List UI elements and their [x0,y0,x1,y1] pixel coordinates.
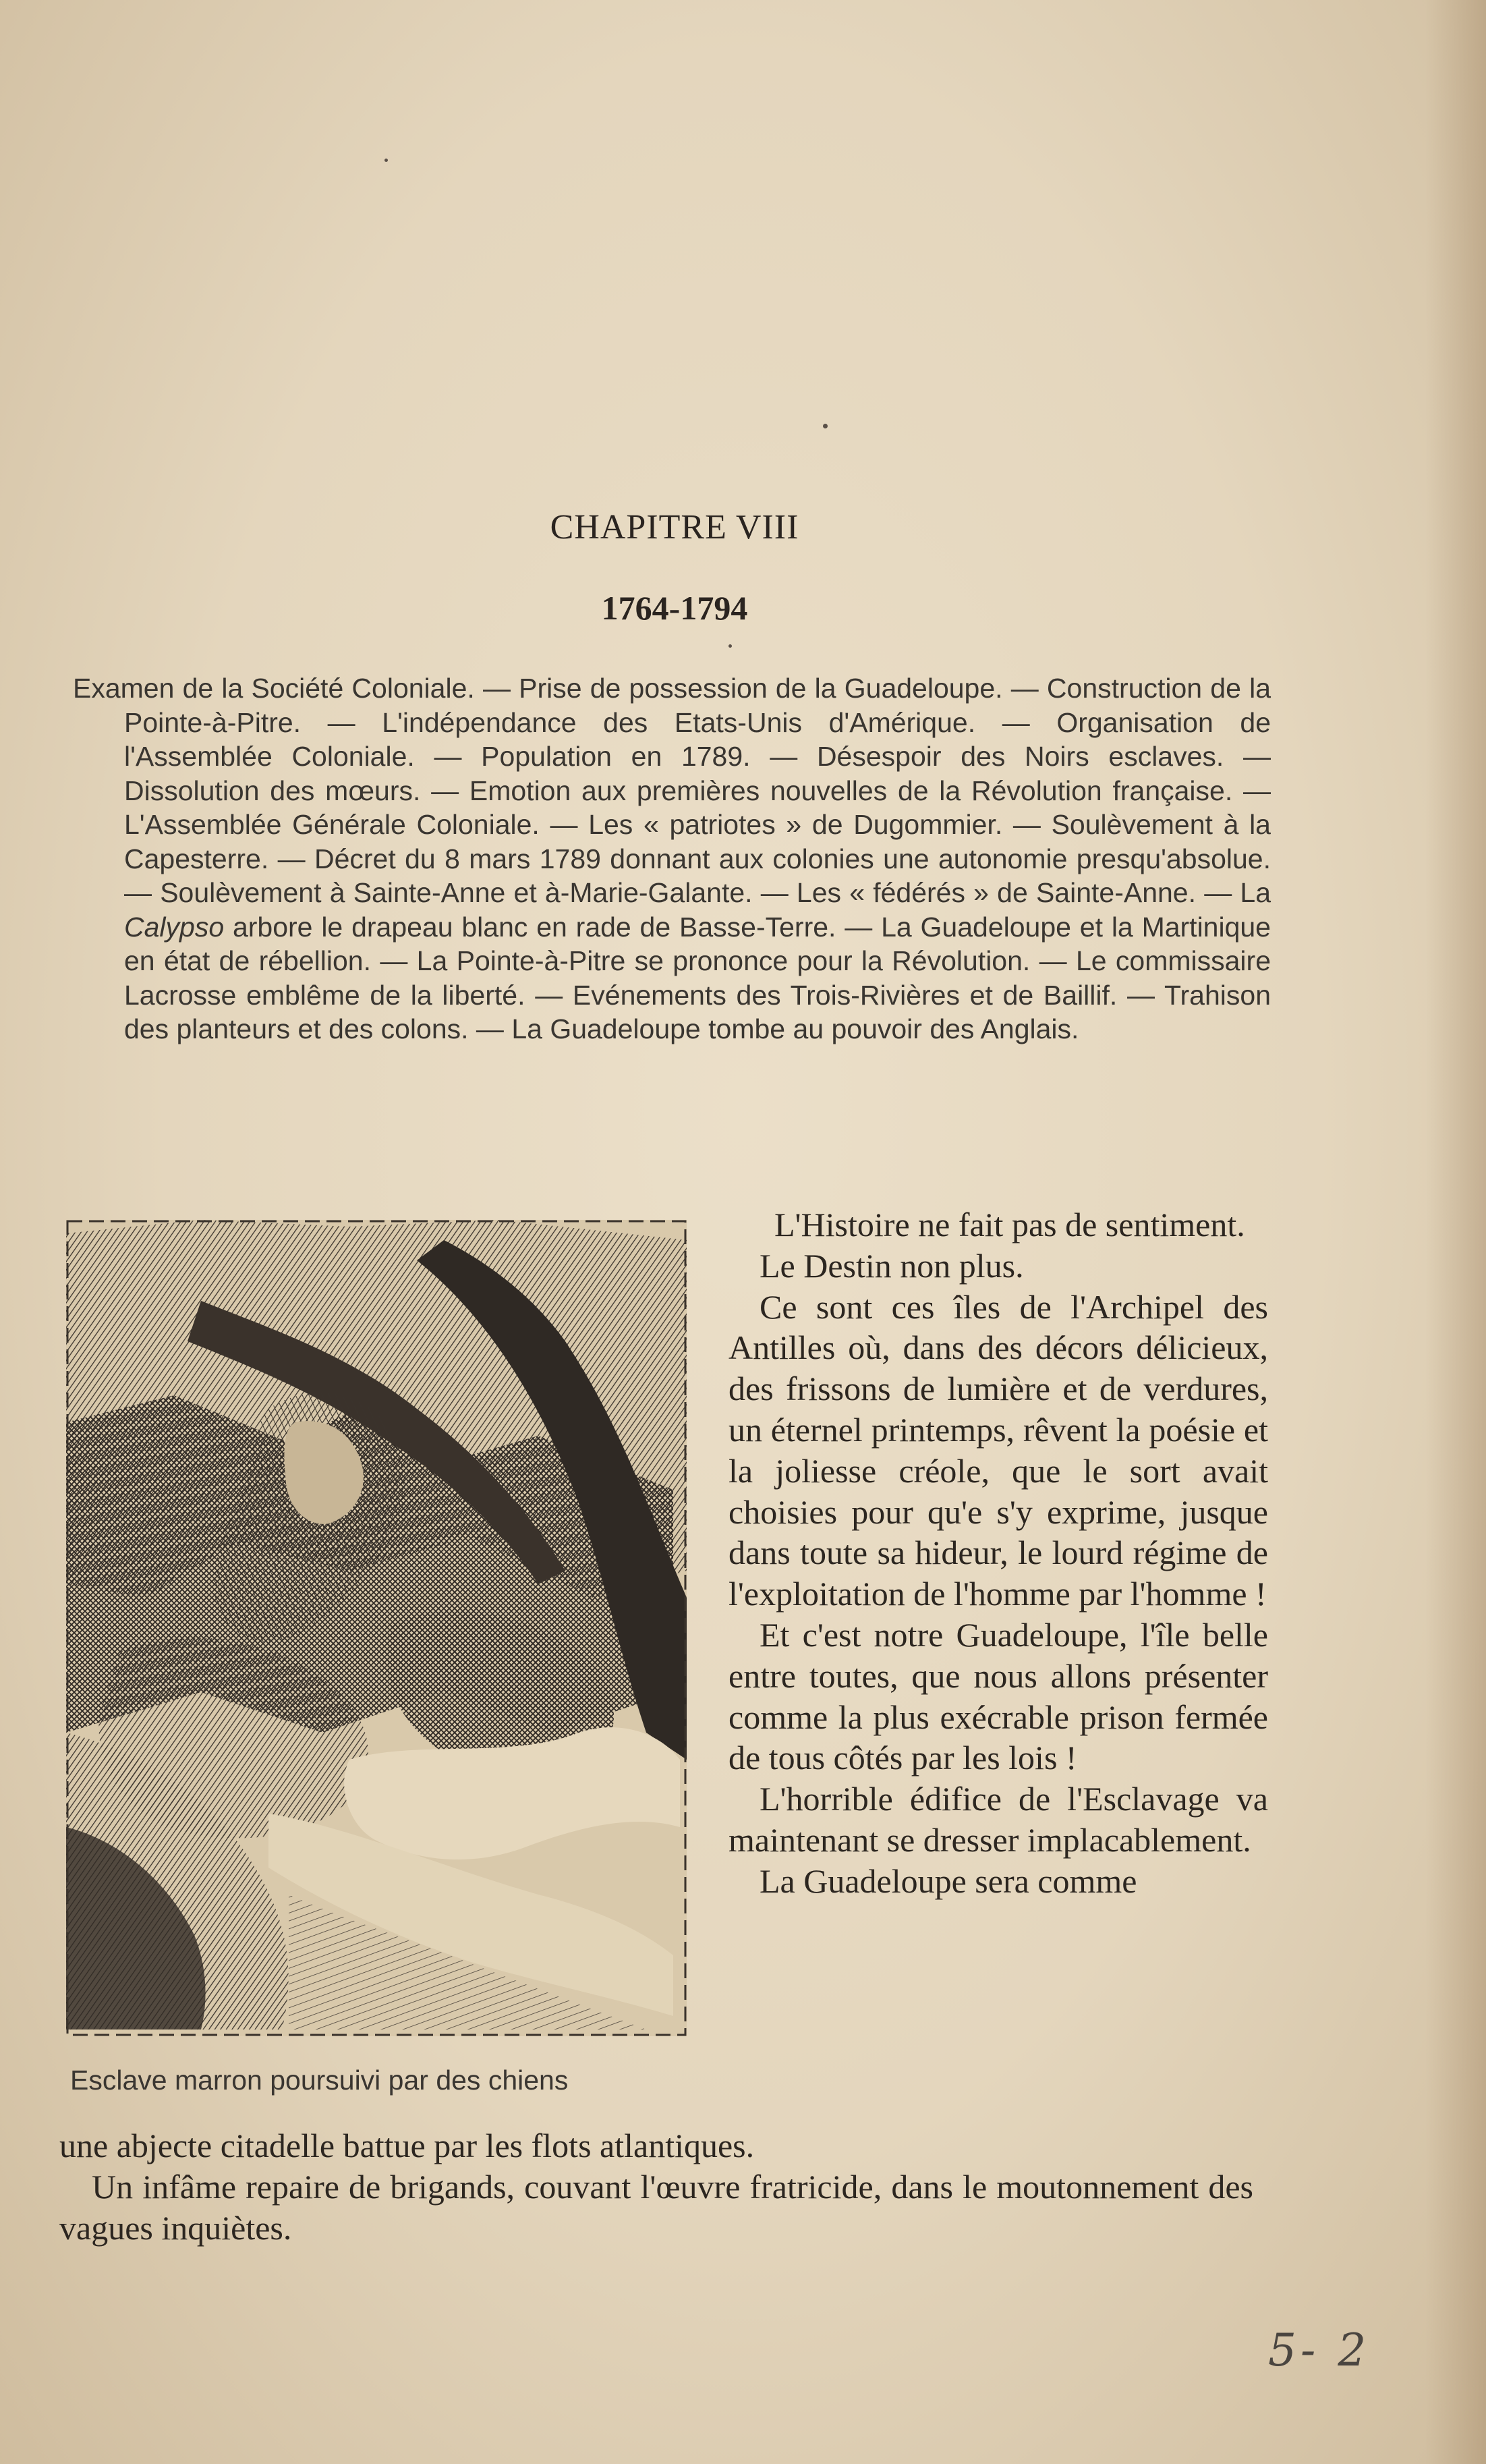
summary-ship-name: Calypso [124,911,225,943]
chapter-title: CHAPITRE VIII [550,508,799,547]
column-text [728,1204,1268,1902]
paragraph: Le Destin non plus. [760,1246,1024,1285]
paragraph-continuation: une abjecte citadelle battue par les flots atlantiques. [59,2127,755,2164]
chapter-summary [73,671,1271,1046]
paragraph-start: La Guadeloupe sera comme [760,1861,1137,1900]
paragraph: L'horrible édifice de l'Esclavage va maintenant se dresser implacablement. [728,1780,1268,1859]
summary-text-end: arbore le drapeau blanc en rade de Basse-Terre. — La Guadeloupe et la Martinique en état de rébellion. — La Pointe-à-Pitre se prononce pour la Révolution. — Le commissaire Lacrosse emblême de la liberté. — Evénements des Trois-Rivières et de Baillif. — Trahison des planteurs et des colons. — La Guadeloupe tombe au pouvoir des Anglais. [124,911,1271,1044]
page-number: 5- 2 [1268,2324,1371,2376]
ink-speck [728,644,732,648]
chapter-dates: 1764-1794 [601,589,748,627]
page-edge-shadow [1425,0,1486,2464]
ink-speck [384,159,388,162]
paragraph: Et c'est notre Guadeloupe, l'île belle entre toutes, que nous allons présenter comme la plus exécrable prison fermée de tous côtés par les lois ! [728,1615,1268,1777]
engraving-illustration [66,1220,687,2036]
paragraph: Ce sont ces îles de l'Archipel des Antilles où, dans des décors délicieux, des frissons de lumière et de verdures, un éternel printemps, rêvent la poésie et la joliesse créole, que le sort avait choisies pour qu'e s'y exprime, jusque dans toute sa hideur, le lourd régime de l'exploitation de l'homme par l'homme ! [728,1287,1268,1613]
paragraph: Un infâme repaire de brigands, couvant l'œuvre fratricide, dans le moutonnement des vagues inquiètes. [59,2167,1253,2247]
figure-caption: Esclave marron poursuivi par des chiens [70,2065,569,2096]
full-width-text [59,2125,1253,2248]
ink-speck [823,424,828,428]
paragraph: L'Histoire ne fait pas de sentiment. [774,1206,1245,1243]
summary-text: Examen de la Société Coloniale. — Prise de possession de la Guadeloupe. — Construction de la Pointe-à-Pitre. — L'indépendance des Etats-Unis d'Amérique. — Organisation de l'Assemblée Coloniale. — Population en 1789. — Désespoir des Noirs esclaves. — Dissolution des mœurs. — Emotion aux premières nouvelles de la Révolution française. — L'Assemblée Générale Coloniale. — Les « patriotes » de Dugommier. — Soulèvement à la Capesterre. — Décret du 8 mars 1789 donnant aux colonies une autonomie presqu'absolue. — Soulèvement à Sainte-Anne et à-Marie-Galante. — Les « fédérés » de Sainte-Anne. — La [73,673,1271,908]
engraving-image [66,1220,687,2036]
